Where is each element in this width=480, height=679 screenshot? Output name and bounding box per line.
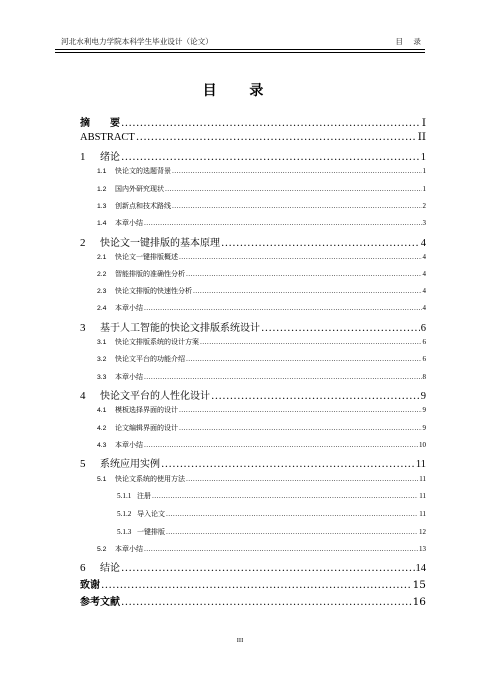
toc-entry-page: 6: [422, 338, 426, 346]
toc-entry[interactable]: [80, 201, 426, 211]
toc-dot-leader: [179, 407, 422, 414]
toc-entry-number: 2.1: [97, 254, 107, 261]
header-rule-thin: [55, 52, 425, 53]
toc-dot-leader: [186, 356, 422, 363]
toc-entry-number: 5.1.3: [117, 528, 132, 536]
toc-entry[interactable]: [80, 387, 426, 402]
toc-entry[interactable]: [80, 286, 426, 296]
toc-dot-leader: [144, 546, 418, 553]
toc-entry-number: 1.2: [97, 186, 107, 193]
toc-dot-leader: [165, 186, 422, 193]
toc-dot-leader: [186, 476, 418, 483]
toc-dot-leader: [144, 305, 422, 312]
toc-entry-title: 快论文的选题背景: [115, 167, 171, 175]
toc-entry-title: 注册: [137, 492, 151, 500]
toc-entry[interactable]: [80, 166, 426, 176]
toc-entry-title: 系统应用实例: [100, 459, 160, 470]
header-school-title: 河北水利电力学院本科学生毕业设计（论文）: [61, 37, 213, 46]
toc-entry-number: 1: [80, 151, 86, 163]
toc-dot-leader: [186, 271, 422, 278]
toc-entry-number: 2.4: [97, 305, 107, 312]
toc-entry[interactable]: [80, 148, 426, 163]
running-header: [55, 36, 425, 50]
page-number: III: [236, 637, 244, 644]
toc-entry[interactable]: [80, 218, 426, 228]
toc-entry-page: 11: [419, 475, 426, 483]
toc-entry-number: 4.2: [97, 425, 107, 432]
toc-entry-page: 3: [422, 219, 426, 227]
toc-dot-leader: [211, 390, 420, 402]
toc-entry-number: 1.4: [97, 220, 107, 227]
toc-entry-page: 15: [412, 579, 426, 591]
toc-entry-page: 1: [420, 152, 426, 163]
toc-entry-page: 4: [420, 238, 426, 249]
toc-entry-page: 4: [422, 304, 426, 312]
toc-entry-number: 5.2: [97, 546, 107, 553]
toc-entry-title: 本章小结: [115, 219, 143, 227]
toc-dot-leader: [101, 579, 412, 591]
toc-entry-title: 模板选择界面的设计: [115, 406, 178, 414]
toc-entry-page: 4: [422, 287, 426, 295]
toc-entry-title: 本章小结: [115, 441, 143, 449]
toc-entry-page: I: [421, 117, 426, 129]
toc-entry-page: 1: [422, 167, 426, 175]
toc-entry-number: 4.1: [97, 407, 107, 414]
toc-dot-leader: [121, 117, 421, 129]
toc-entry-title: 快论文一键排版概述: [115, 253, 178, 261]
toc-entry[interactable]: [80, 131, 426, 143]
toc-entry-number: 6: [80, 562, 86, 574]
toc-dot-leader: [172, 168, 422, 175]
toc-entry[interactable]: [80, 319, 426, 334]
toc-entry-number: 5.1.2: [117, 510, 132, 518]
toc-entry[interactable]: [80, 337, 426, 347]
toc-dot-leader: [179, 254, 422, 261]
toc-entry-number: 2.2: [97, 271, 107, 278]
toc-entry-number: 3.2: [97, 356, 107, 363]
toc-entry-page: 4: [422, 253, 426, 261]
toc-entry-title: 快论文平台的功能介绍: [115, 355, 185, 363]
toc-entry-page: 11: [419, 510, 426, 518]
toc-entry-title: 快论文排版系统的设计方案: [115, 338, 199, 346]
toc-entry-page: 12: [419, 528, 426, 536]
toc-entry-title: 结论: [100, 563, 120, 574]
toc-dot-leader: [161, 458, 415, 470]
toc-entry[interactable]: [80, 234, 426, 249]
toc-entry[interactable]: [80, 269, 426, 279]
toc-entry[interactable]: [80, 593, 426, 608]
toc-entry-number: 2: [80, 237, 86, 249]
toc-entry-page: 4: [422, 270, 426, 278]
toc-entry-number: 3: [80, 322, 86, 334]
toc-entry-page: 11: [419, 492, 426, 500]
toc-entry-title: 快论文平台的人性化设计: [100, 391, 210, 402]
toc-dot-leader: [121, 596, 412, 608]
toc-entry-page: 9: [420, 391, 426, 402]
toc-dot-leader: [166, 511, 418, 518]
toc-entry-page: 13: [419, 545, 426, 553]
toc-entry-number: 1.1: [97, 168, 107, 175]
toc-entry-title: 智能排版的准确性分析: [115, 270, 185, 278]
toc-entry-page: 14: [415, 563, 426, 574]
toc-entry-number: 2.3: [97, 288, 107, 295]
toc-entry-title: 论文编辑界面的设计: [115, 424, 178, 432]
toc-entry[interactable]: [80, 491, 426, 501]
toc-entry-number: 3.3: [97, 374, 107, 381]
toc-entry[interactable]: [80, 544, 426, 554]
toc-entry-title: 致谢: [80, 580, 100, 591]
toc-entry[interactable]: [80, 423, 426, 433]
toc-dot-leader: [261, 322, 420, 334]
toc-entry[interactable]: [80, 252, 426, 262]
toc-entry-number: 5.1: [97, 476, 107, 483]
toc-entry-page: 8: [422, 373, 426, 381]
toc-dot-leader: [121, 562, 415, 574]
toc-dot-leader: [200, 339, 422, 346]
toc-entry-page: 6: [422, 355, 426, 363]
toc-dot-leader: [152, 493, 418, 500]
toc-entry-number: 4.3: [97, 442, 107, 449]
toc-entry[interactable]: [80, 114, 426, 129]
toc-entry-title: 基于人工智能的快论文排版系统设计: [100, 323, 260, 334]
toc-entry-page: II: [417, 131, 426, 143]
toc-entry-page: 2: [422, 202, 426, 210]
toc-entry-number: 1.3: [97, 203, 107, 210]
toc-entry[interactable]: [80, 455, 426, 470]
toc-dot-leader: [136, 131, 417, 143]
toc-entry-page: 16: [412, 596, 426, 608]
toc-entry[interactable]: [80, 509, 426, 519]
toc-entry[interactable]: [80, 527, 426, 537]
toc-entry-title: 快论文排版的快速性分析: [115, 287, 192, 295]
toc-entry[interactable]: [80, 440, 426, 450]
toc-entry-page: 9: [422, 406, 426, 414]
toc-entry-number: 4: [80, 390, 86, 402]
toc-entry-title: 绪论: [100, 152, 120, 163]
toc-dot-leader: [166, 529, 418, 536]
toc-entry-title: ABSTRACT: [80, 132, 135, 143]
toc-entry-page: 9: [422, 424, 426, 432]
toc-entry[interactable]: [80, 303, 426, 313]
toc-entry-title: 国内外研究现状: [115, 185, 164, 193]
toc-entry-title: 一键排版: [137, 528, 165, 536]
toc-entry-title: 摘 要: [80, 118, 120, 129]
toc-entry-number: 5.1.1: [117, 492, 132, 500]
toc-entry-number: 5: [80, 458, 86, 470]
toc-dot-leader: [172, 203, 422, 210]
toc-dot-leader: [144, 374, 422, 381]
toc-dot-leader: [179, 425, 422, 432]
toc-entry[interactable]: [80, 184, 426, 194]
toc-entry-title: 本章小结: [115, 545, 143, 553]
toc-entry[interactable]: [80, 372, 426, 382]
toc-entry[interactable]: [80, 559, 426, 574]
toc-entry[interactable]: [80, 576, 426, 591]
toc-entry-title: 快论文一键排版的基本原理: [100, 238, 220, 249]
toc-dot-leader: [221, 237, 420, 249]
toc-dot-leader: [144, 220, 422, 227]
toc-entry-title: 本章小结: [115, 304, 143, 312]
toc-entry-title: 快论文系统的使用方法: [115, 475, 185, 483]
toc-entry-title: 参考文献: [80, 597, 120, 608]
toc-entry-page: 1: [422, 185, 426, 193]
toc-dot-leader: [193, 288, 422, 295]
toc-entry-page: 10: [419, 441, 426, 449]
header-rule-thick: [55, 49, 425, 50]
toc-entry[interactable]: [80, 474, 426, 484]
toc-dot-leader: [121, 151, 420, 163]
toc-entry-title: 导入论文: [137, 510, 165, 518]
toc-entry[interactable]: [80, 405, 426, 415]
toc-entry-title: 创新点和技术路线: [115, 202, 171, 210]
toc-entry-page: 6: [420, 323, 426, 334]
toc-entry[interactable]: [80, 354, 426, 364]
toc-entry-title: 本章小结: [115, 373, 143, 381]
toc-dot-leader: [144, 442, 418, 449]
toc-entry-number: 3.1: [97, 339, 107, 346]
header-section-name: 目 录: [395, 37, 425, 46]
toc-heading: 目 录: [202, 83, 278, 99]
toc-entry-page: 11: [415, 459, 426, 470]
